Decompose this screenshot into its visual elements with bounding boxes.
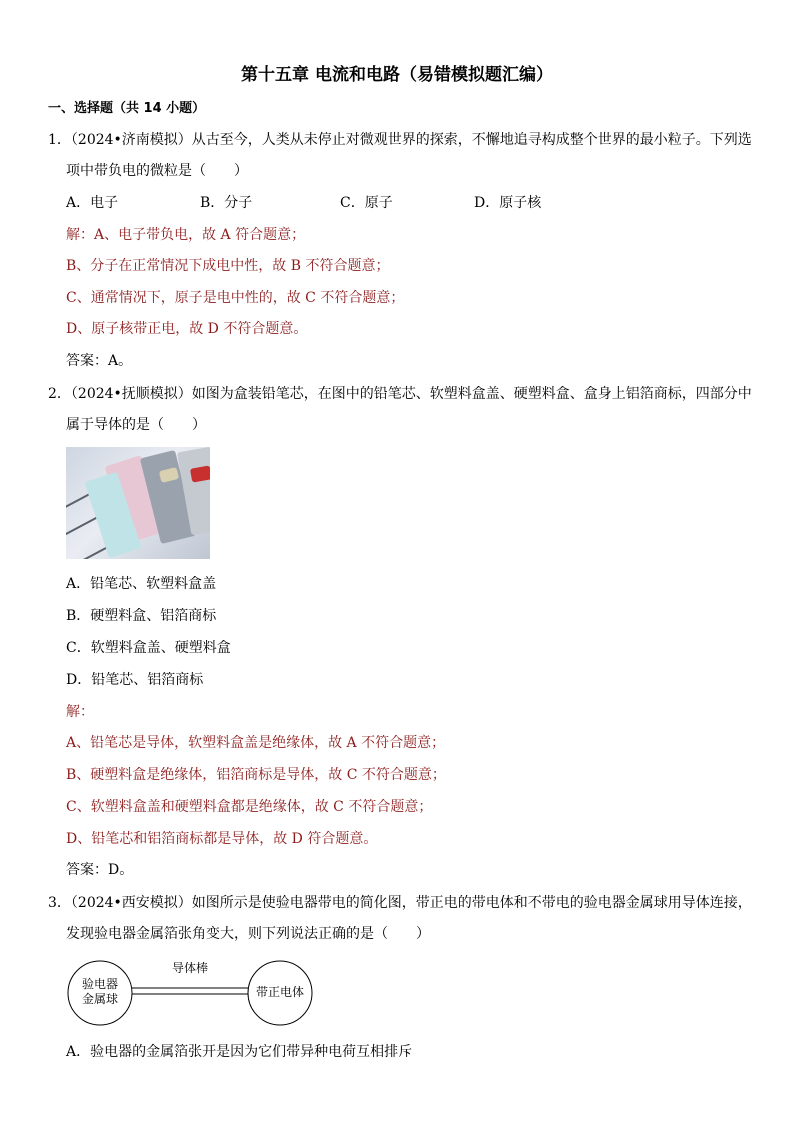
electroscope-label-line-2: 金属球	[81, 992, 118, 1006]
conductor-rod-label: 导体棒	[171, 961, 208, 975]
q2-option-b: B．硬塑料盒、铝箔商标	[66, 608, 217, 624]
pencil-lead-box-photo	[66, 447, 210, 559]
q2-solution-line-4: D、铅笔芯和铝箔商标都是导体，故 D 符合题意。	[66, 831, 378, 847]
q1-solution-line-4: D、原子核带正电，故 D 不符合题意。	[66, 321, 308, 337]
q2-solution-line-1: A、铅笔芯是导体，软塑料盒盖是绝缘体，故 A 不符合题意；	[66, 735, 446, 751]
q2-solution-line-3: C、软塑料盒盖和硬塑料盒都是绝缘体，故 C 不符合题意；	[66, 799, 433, 815]
page-title: 第十五章 电流和电路（易错模拟题汇编）	[241, 65, 553, 85]
q1-stem-line-2: 项中带负电的微粒是（ ）	[66, 163, 248, 179]
q1-solution-line-2: B、分子在正常情况下成电中性，故 B 不符合题意；	[66, 258, 390, 274]
q1-option-d: D．原子核	[474, 195, 542, 211]
q1-solution-line-3: C、通常情况下，原子是电中性的，故 C 不符合题意；	[66, 290, 405, 306]
charged-body-label: 带正电体	[255, 985, 304, 999]
q1-stem-line-1: 1．（2024•济南模拟）从古至今，人类从未停止对微观世界的探索，不懈地追寻构成整个世界的最小粒子。下列选	[48, 132, 752, 148]
q3-stem-line-1: 3．（2024•西安模拟）如图所示是使验电器带电的简化图，带正电的带电体和不带电的验电器金属球用导体连接，	[48, 895, 752, 911]
electroscope-diagram	[66, 957, 316, 1031]
q2-solution-line-2: B、硬塑料盒是绝缘体，铝箔商标是导体，故 C 不符合题意；	[66, 767, 446, 783]
q2-stem-line-1: 2．（2024•抚顺模拟）如图为盒装铅笔芯，在图中的铅笔芯、软塑料盒盖、硬塑料盒、盒身上铝箔商标，四部分中	[48, 386, 752, 402]
q2-option-d: D．铅笔芯、铝箔商标	[66, 672, 204, 688]
q1-answer: 答案：A。	[66, 353, 133, 369]
q1-option-c: C．原子	[340, 195, 393, 211]
q2-answer: 答案：D。	[66, 862, 134, 878]
section-heading: 一、选择题（共 14 小题）	[48, 101, 206, 116]
q2-stem-line-2: 属于导体的是（ ）	[66, 417, 206, 433]
q1-option-a: A．电子	[66, 195, 119, 211]
q2-solution-head: 解：	[66, 704, 94, 720]
q3-option-a: A．验电器的金属箔张开是因为它们带异种电荷互相排斥	[66, 1044, 413, 1060]
q3-stem-line-2: 发现验电器金属箔张角变大，则下列说法正确的是（ ）	[66, 926, 430, 942]
electroscope-label-line-1: 验电器	[81, 977, 118, 991]
q2-option-a: A．铅笔芯、软塑料盒盖	[66, 576, 217, 592]
q1-option-b: B．分子	[200, 195, 253, 211]
q2-option-c: C．软塑料盒盖、硬塑料盒	[66, 640, 231, 656]
q1-solution-line-1: 解：A、电子带负电，故 A 符合题意；	[66, 227, 306, 243]
